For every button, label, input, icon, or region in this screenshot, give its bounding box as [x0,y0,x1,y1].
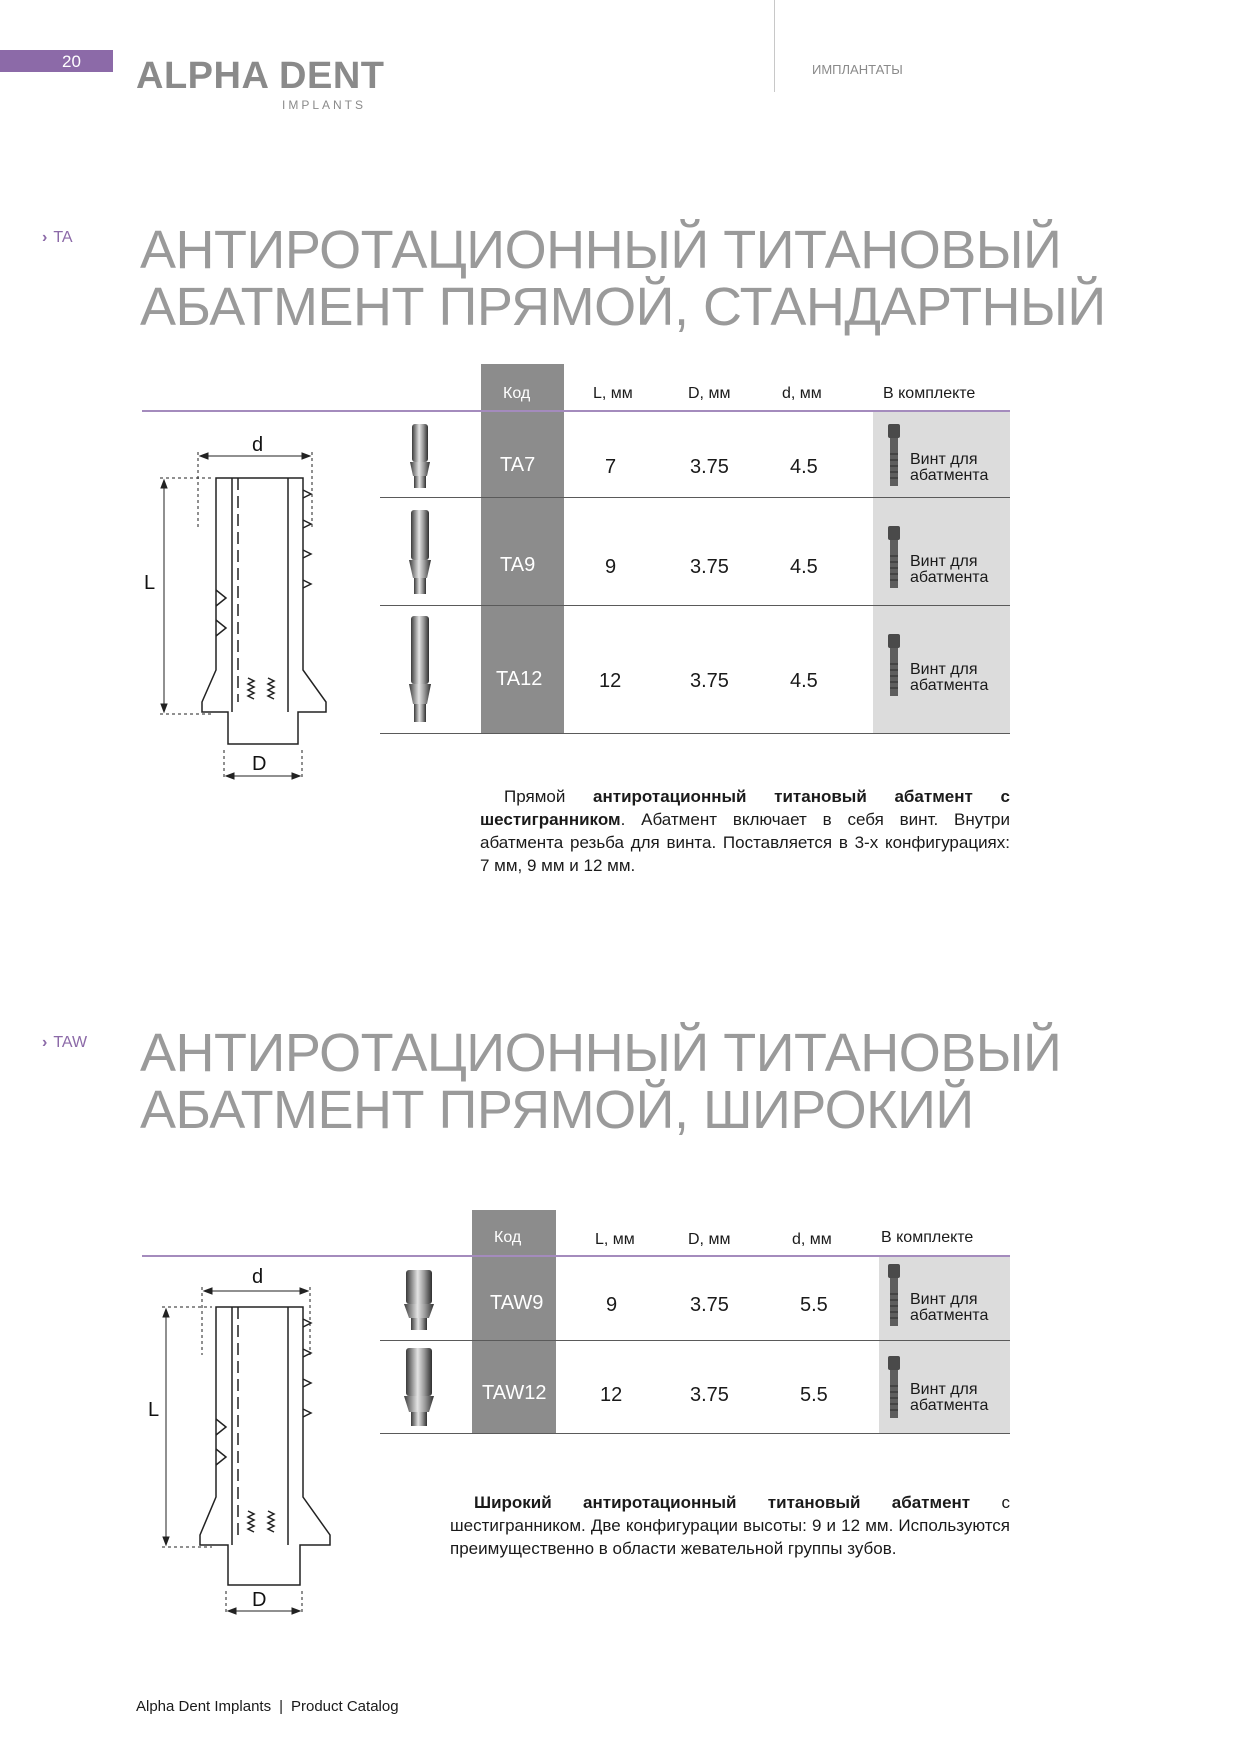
technical-drawing-ta [140,430,340,790]
page-number-bar [0,50,113,72]
section-label: ИМПЛАНТАТЫ [812,62,903,77]
col-header-D: D, мм [688,1231,731,1248]
svg-text:L: L [144,572,156,594]
col-header-d: d, мм [792,1231,832,1248]
row-divider [380,1340,1010,1341]
col-header-kit: В комплекте [881,1229,974,1246]
kit-contents: Винт для абатмента [910,1291,989,1324]
kit-contents: Винт для абатмента [910,661,989,694]
product-code: TA12 [496,668,543,690]
section-title-ta-line1: АНТИРОТАЦИОННЫЙ ТИТАНОВЫЙ [140,220,1062,280]
value-l: 7 [605,456,617,478]
abutment-photo-icon [398,614,442,726]
footer-left: Alpha Dent Implants [136,1698,272,1715]
footer-separator: | [279,1698,283,1715]
section-title-taw-line2: АБАТМЕНТ ПРЯМОЙ, ШИРОКИЙ [140,1080,974,1140]
brand-subtitle: IMPLANTS [282,98,367,112]
kit-contents: Винт для абатмента [910,553,989,586]
screw-icon [885,634,903,698]
value-d: 5.5 [800,1384,828,1406]
screw-icon [885,424,903,488]
abutment-photo-icon [400,422,440,490]
kit-contents: Винт для абатмента [910,1381,989,1414]
section-tag-taw: › TAW [42,1034,88,1051]
technical-drawing-taw [140,1255,340,1615]
col-header-code: Код [494,1229,522,1246]
abutment-photo-icon [398,508,442,598]
abutment-photo-icon [396,1268,442,1334]
screw-icon [885,1264,903,1328]
svg-text:d: d [252,434,264,456]
col-header-kit: В комплекте [883,385,976,402]
screw-icon [885,1356,903,1420]
value-D: 3.75 [690,456,729,478]
abutment-photo-icon [396,1346,442,1430]
product-code: TA7 [500,454,536,476]
kit-contents: Винт для абатмента [910,451,989,484]
value-d: 5.5 [800,1294,828,1316]
row-divider [380,1433,1010,1434]
svg-text:D: D [252,1589,267,1611]
product-code: TA9 [500,554,536,576]
footer [136,1698,399,1715]
brand-logo: ALPHA DENT [136,55,385,97]
svg-text:d: d [252,1266,264,1288]
value-l: 12 [599,670,622,692]
value-l: 12 [600,1384,623,1406]
footer-right: Product Catalog [290,1698,399,1715]
section-title-taw-line1: АНТИРОТАЦИОННЫЙ ТИТАНОВЫЙ [140,1023,1062,1083]
page-number: 20 [62,52,81,71]
value-d: 4.5 [790,556,818,578]
value-D: 3.75 [690,1294,729,1316]
section-title-ta-line2: АБАТМЕНТ ПРЯМОЙ, СТАНДАРТНЫЙ [140,277,1106,337]
product-code: TAW12 [482,1382,547,1404]
header-divider [774,0,775,92]
col-header-d: d, мм [782,385,822,402]
value-D: 3.75 [690,1384,729,1406]
product-code: TAW9 [490,1292,544,1314]
value-l: 9 [605,556,617,578]
value-D: 3.75 [690,556,729,578]
chevron-right-icon: › [42,1034,48,1051]
col-header-l: L, мм [595,1231,635,1248]
value-l: 9 [606,1294,618,1316]
row-divider [380,733,1010,734]
col-header-l: L, мм [593,385,633,402]
svg-text:L: L [148,1399,160,1421]
value-d: 4.5 [790,456,818,478]
screw-icon [885,526,903,590]
value-d: 4.5 [790,670,818,692]
section-tag-ta: › TA [42,229,73,246]
description-taw: Широкий антиротационный титановый абатмент с шестигранником. Две конфигурации высоты: 9 и 12 мм. Используются преимущественно в области жевательной группы зубов. [450,1493,1010,1558]
row-divider [380,497,1010,498]
row-divider [380,605,1010,606]
svg-text:D: D [252,753,267,775]
description-ta: Прямой антиротационный титановый абатмент с шестигранником. Абатмент включает в себя винт. Внутри абатмента резьба для винта. Поставляется в 3-х конфигурациях: 7 мм, 9 мм и 12 мм. [480,787,1010,875]
value-D: 3.75 [690,670,729,692]
chevron-right-icon: › [42,229,48,246]
table-header-rule [142,410,1010,412]
col-header-D: D, мм [688,385,731,402]
col-header-code: Код [503,385,531,402]
